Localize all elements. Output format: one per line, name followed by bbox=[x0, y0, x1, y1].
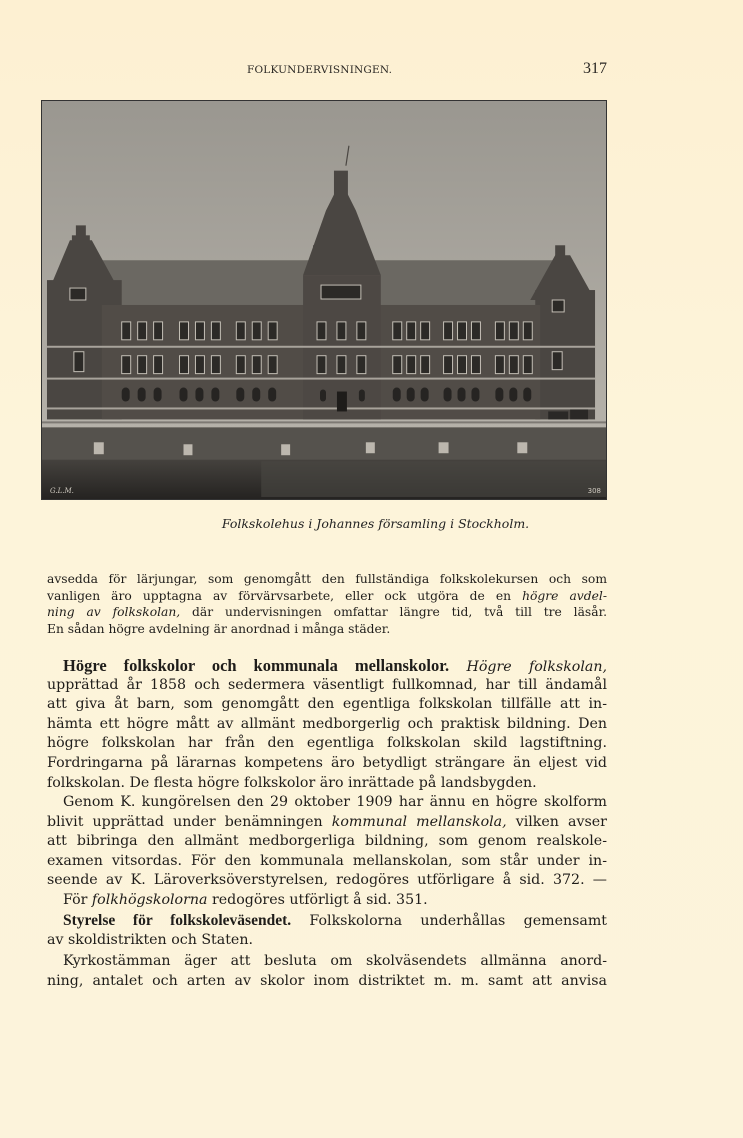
engraver-mark: G.L.M. bbox=[50, 487, 74, 495]
caption-text: Folkskolehus i Johannes församling i Stockholm. bbox=[221, 516, 530, 531]
section-heading-line: Högre folkskolor och kommunala mellanskolor. Högre folkskolan, bbox=[63, 656, 607, 675]
text-line: ning, antalet och arten av skolor inom distriktet m. m. samt att anvisa bbox=[47, 972, 607, 989]
section-heading-line: Styrelse för folkskoleväsendet. Folkskolorna underhållas gemensamt bbox=[63, 912, 607, 929]
section-heading: Styrelse för folkskoleväsendet. bbox=[63, 912, 292, 929]
text-line: folkskolan. De flesta högre folkskolor äro inrättade på landsbygden. bbox=[47, 774, 537, 791]
text-line: att giva åt barn, som genomgått den egentliga folkskolan tillfälle att in- bbox=[47, 696, 607, 713]
text-line: hämta ett högre mått av allmänt medborgerlig och praktisk bildning. Den bbox=[47, 715, 607, 732]
running-head bbox=[247, 62, 607, 80]
section-styrelse bbox=[47, 911, 607, 950]
school-building-image bbox=[42, 101, 606, 499]
text-line: av skoldistrikten och Staten. bbox=[47, 931, 253, 948]
figure-caption bbox=[0, 516, 743, 531]
text-line: En sådan högre avdelning är anordnad i många städer. bbox=[47, 621, 391, 636]
paragraph-hogre-avdelning bbox=[47, 571, 607, 637]
text-line: att bibringa den allmänt medborgerliga bildning, som genom realskole- bbox=[47, 833, 607, 850]
text-line: Kyrkostämman äger att besluta om skolväsendets allmänna anord- bbox=[63, 953, 607, 969]
plate-number: 308 bbox=[587, 487, 601, 495]
text-line: examen vitsordas. För den kommunala mellanskolan, som står under in- bbox=[47, 852, 607, 869]
section-heading: Högre folkskolor och kommunala mellanskolor. bbox=[63, 656, 450, 675]
text-line: blivit upprättad under benämningen kommunal mellanskola, vilken avser bbox=[47, 813, 607, 830]
section-hogre-folkskolor bbox=[47, 656, 607, 793]
text-line: ning av folkskolan, där undervisningen omfattar längre tid, två till tre läsår. bbox=[47, 605, 608, 619]
page-number: 317 bbox=[583, 60, 607, 77]
running-title: FOLKUNDERVISNINGEN. bbox=[247, 64, 393, 76]
text-line: upprättad år 1858 och sedermera väsentligt fullkomnad, har till ändamål bbox=[47, 676, 607, 693]
text-line: Genom K. kungörelsen den 29 oktober 1909 har ännu en högre skolform bbox=[63, 794, 607, 810]
text-line: Fordringarna på lärarnas kompetens äro betydligt strängare än eljest vid bbox=[47, 754, 607, 771]
text-line: seende av K. Läroverksöverstyrelsen, redogöres utförligare å sid. 372. — bbox=[47, 872, 607, 889]
paragraph-kommunal-mellanskola bbox=[47, 793, 607, 911]
building-photograph bbox=[41, 100, 607, 500]
text-line: För folkhögskolorna redogöres utförligt å sid. 351. bbox=[63, 891, 428, 908]
text-line: avsedda för lärjungar, som genomgått den fullständiga folkskolekursen och som bbox=[47, 572, 607, 586]
paragraph-kyrkostamman bbox=[47, 952, 607, 991]
text-line: högre folkskolan har från den egentliga folkskolan skild lagstiftning. bbox=[47, 735, 607, 752]
text-line: vanligen äro upptagna av förvärvsarbete, eller ock utgöra de en högre avdel- bbox=[47, 588, 607, 603]
